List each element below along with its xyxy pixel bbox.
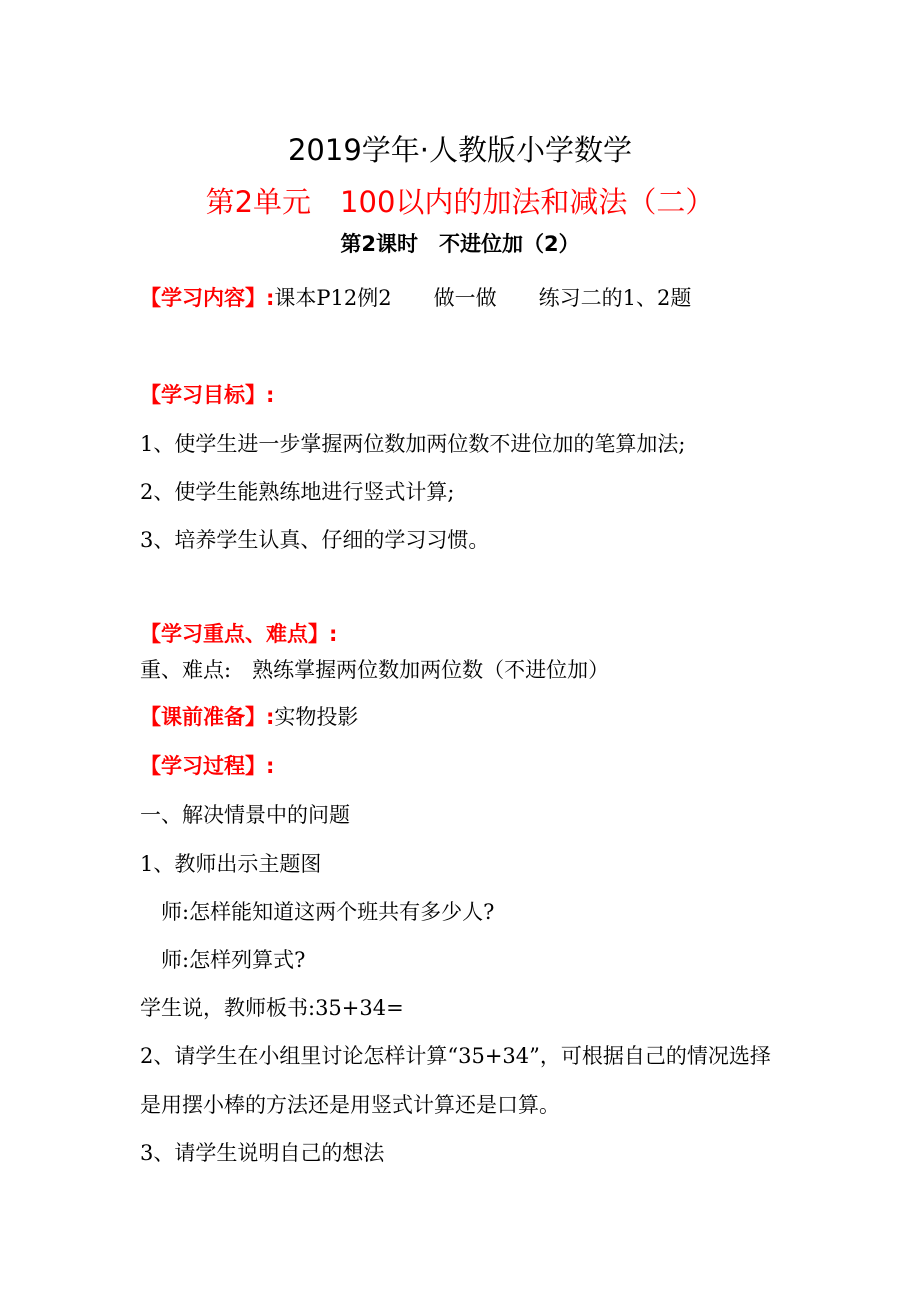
goals-label: 【学习目标】: xyxy=(140,383,275,407)
process-line: 一、解决情景中的问题 xyxy=(140,803,350,827)
process-line: 是用摆小棒的方法还是用竖式计算还是口算。 xyxy=(140,1093,560,1117)
process-line: 学生说，教师板书:35+34= xyxy=(140,996,404,1020)
process-line: 3、请学生说明自己的想法 xyxy=(140,1141,385,1165)
key-points-text: 重、难点: 熟练掌握两位数加两位数（不进位加） xyxy=(140,658,610,682)
preparation-line xyxy=(140,705,358,730)
process-label: 【学习过程】: xyxy=(140,754,275,778)
content-line xyxy=(140,286,691,311)
process-line: 2、请学生在小组里讨论怎样计算“35+34”，可根据自己的情况选择 xyxy=(140,1044,771,1068)
content-text: 课本P12例2 做一做 练习二的1、2题 xyxy=(274,286,692,310)
goal-item: 3、培养学生认真、仔细的学习习惯。 xyxy=(140,528,490,552)
preparation-label: 【课前准备】: xyxy=(140,705,275,729)
process-line: 1、教师出示主题图 xyxy=(140,852,322,876)
document-title: 2019学年·人教版小学数学 xyxy=(287,133,633,167)
content-label: 【学习内容】: xyxy=(140,286,275,310)
preparation-text: 实物投影 xyxy=(274,705,359,729)
key-points-label: 【学习重点、难点】: xyxy=(140,622,338,646)
process-line: 师:怎样能知道这两个班共有多少人? xyxy=(161,900,495,924)
unit-title: 第2单元 100以内的加法和减法（二） xyxy=(205,185,715,219)
goal-item: 2、使学生能熟练地进行竖式计算; xyxy=(140,480,455,504)
goal-item: 1、使学生进一步掌握两位数加两位数不进位加的笔算加法; xyxy=(140,432,686,456)
lesson-title: 第2课时 不进位加（2） xyxy=(340,232,580,256)
process-line: 师:怎样列算式? xyxy=(161,948,306,972)
